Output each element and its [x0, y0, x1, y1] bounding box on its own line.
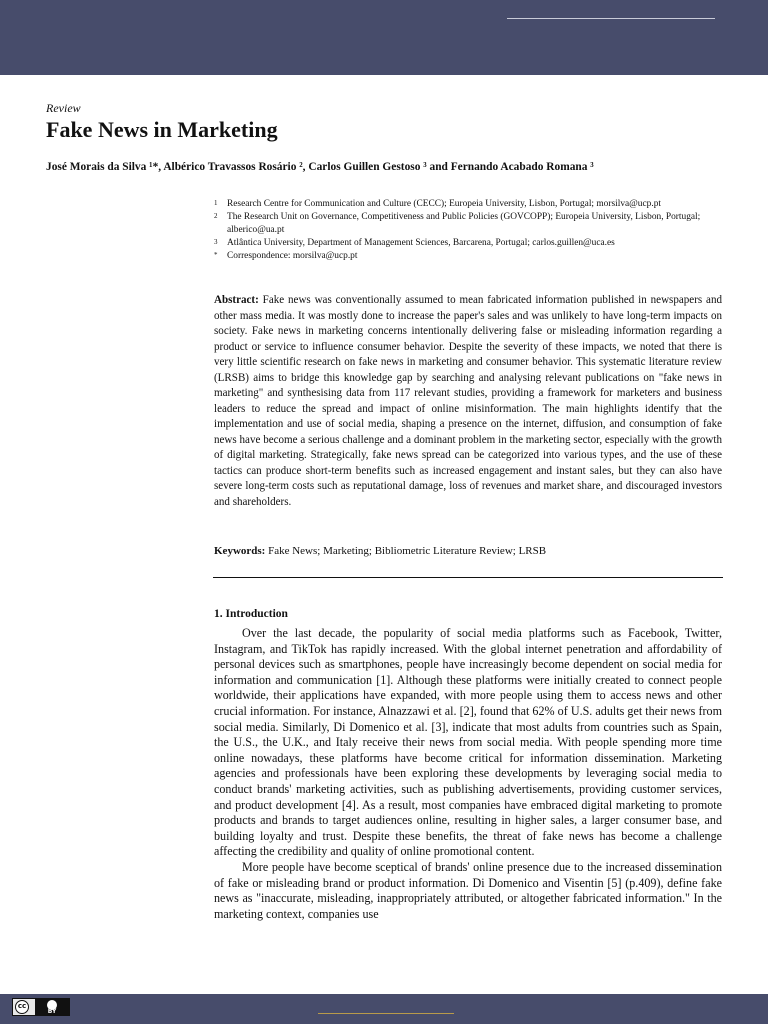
affiliation-marker: 1 [214, 199, 218, 207]
abstract-text: Fake news was conventionally assumed to mean fabricated information published in newspapers and other mass media. It was mostly done to increase the paper's sales and was unlikely to have long-term impacts on society. Fake news in marketing concerns intentionally delivering false or misleading information regarding a product or service to influence consumer behavior. Despite the severity of these impacts, we noted that there is very little scientific research on fake news in marketing and consumer behavior. This systematic literature review (LRSB) aims to bridge this knowledge gap by searching and analysing relevant publications on "fake news in marketing" and synthesising data from 117 relevant studies, providing a framework for marketers and business leaders to reduce the spread and impact of online misinformation. The main highlights identify that the implementation and use of social media, shaping a presence on the internet, diffusion, and consumption of fake news have become a serious challenge and a dominant problem in the marketing sector, especially with the growth of digital marketing. Strategically, fake news spread can be categorized into various types, and the use of these tactics can produce short-term benefits such as increased engagement and instant sales, but they can also have severe long-term costs such as reputational damage, loss of revenues and market share, and discouraged investors and shareholders. [214, 294, 722, 508]
keywords-text: Fake News; Marketing; Bibliometric Literature Review; LRSB [268, 545, 547, 557]
affiliation-1 [214, 198, 724, 211]
cc-by-icon[interactable] [12, 998, 70, 1016]
affiliations [214, 198, 724, 263]
paragraph: Over the last decade, the popularity of social media platforms such as Facebook, Twitter, Instagram, and TikTok has rapidly increased. With the global internet penetration and affordability of personal devices such as smartphones, people have increasingly become dependent on social media for information and communication [1]. Although these platforms were initially created to connect people worldwide, their applications have expanded, with more people using them to access news and other crucial information. For instance, Alnazzawi et al. [2], found that 62% of U.S. adults get their news from social media. Similarly, Di Domenico et al. [3], indicate that most adults from countries such as Spain, the U.S., the U.K., and Italy receive their news from social media. With people spending more time online nowadays, these platforms have become critical for information dissemination. Marketing agencies and professionals have been exploring these developments by leveraging social media to conduct brands' marketing activities, such as publishing advertisements, providing customer services, and product development [4]. As a result, most companies have embraced digital marketing to promote products and brands to target audiences online, resulting in higher sales, a larger consumer base, and building loyalty and trust. Despite these benefits, the threat of fake news has become a challenge affecting the credibility and quality of online promotional content. [214, 626, 722, 859]
affiliation-marker: 3 [214, 238, 218, 246]
header-rule [507, 18, 715, 19]
abstract [214, 293, 722, 510]
correspondence [214, 250, 724, 263]
affiliation-marker: * [214, 251, 218, 259]
cc-circle-icon: cc [15, 1000, 29, 1014]
keywords [214, 545, 722, 557]
affiliation-marker: 2 [214, 212, 218, 220]
section-heading: 1. Introduction [214, 608, 288, 620]
affiliation-3 [214, 237, 724, 250]
by-badge-icon: BY [47, 1008, 57, 1015]
section-divider [213, 577, 723, 578]
footer-rule [318, 1013, 454, 1014]
affiliation-text: The Research Unit on Governance, Competitiveness and Public Policies (GOVCOPP); Europeia University, Lisbon, Portugal; alberico@ua.pt [227, 212, 701, 235]
article-type: Review [46, 101, 81, 115]
keywords-label: Keywords: [214, 545, 266, 557]
affiliation-text: Atlântica University, Department of Management Sciences, Barcarena, Portugal; carlos.guillen@uca.es [227, 238, 615, 248]
paragraph: More people have become sceptical of brands' online presence due to the increased dissemination of fake or misleading brand or product information. Di Domenico and Visentin [5] (p.409), define fake news as "inaccurate, misleading, inappropriately attributed, or altogether fabricated information." In the marketing context, companies use [214, 859, 722, 921]
journal-header-bar [0, 0, 768, 75]
article-title: Fake News in Marketing [46, 117, 278, 142]
affiliation-text: Correspondence: morsilva@ucp.pt [227, 251, 358, 261]
introduction-body [214, 626, 722, 922]
journal-footer-bar [0, 994, 768, 1024]
affiliation-2 [214, 211, 724, 237]
affiliation-text: Research Centre for Communication and Culture (CECC); Europeia University, Lisbon, Portugal; morsilva@ucp.pt [227, 199, 661, 209]
author-list: José Morais da Silva ¹*, Albérico Travassos Rosário ², Carlos Guillen Gestoso ³ and Fernando Acabado Romana ³ [46, 161, 594, 173]
abstract-label: Abstract: [214, 294, 259, 306]
